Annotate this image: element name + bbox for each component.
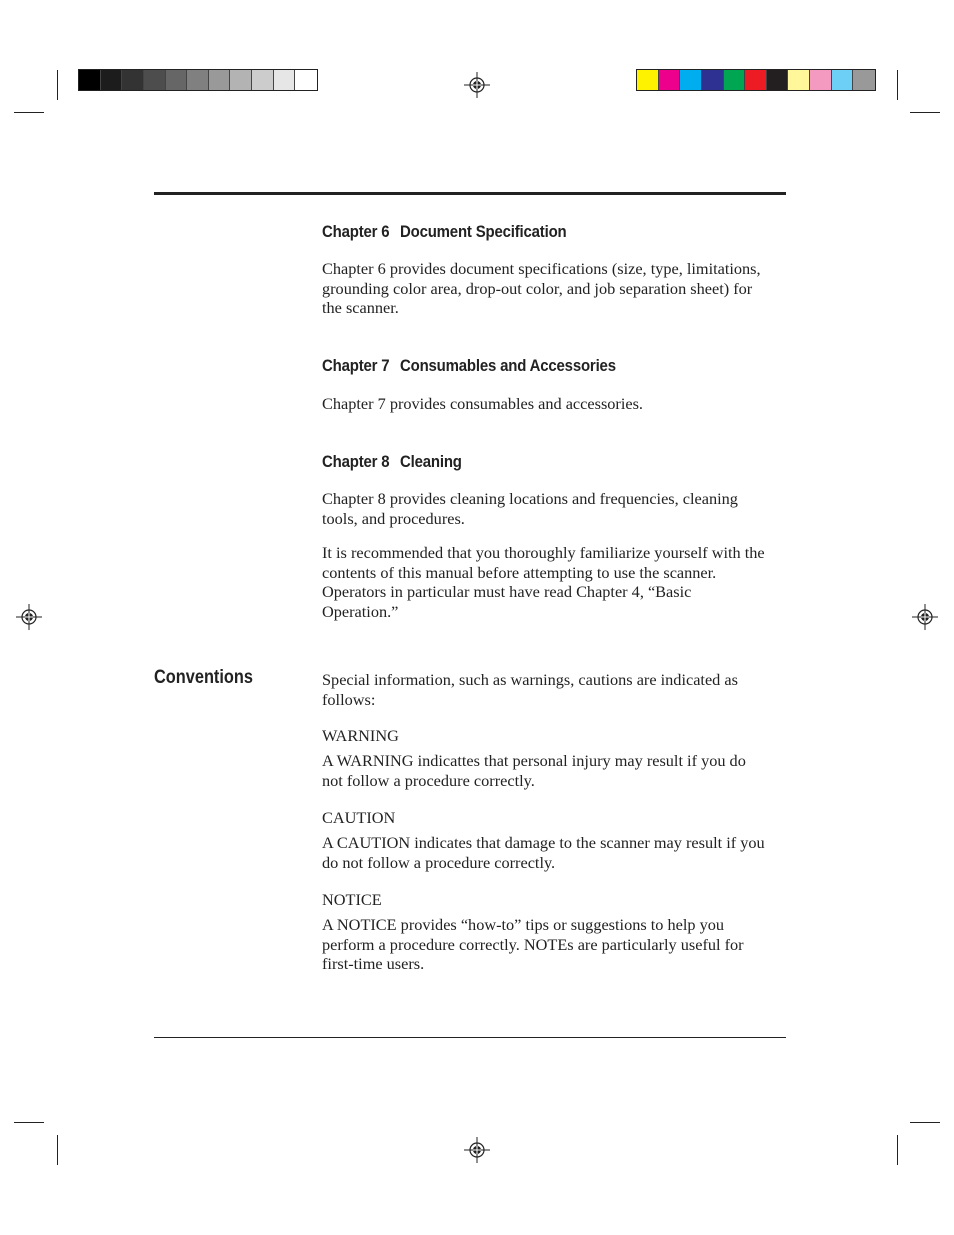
color-swatch <box>230 70 252 90</box>
color-swatch <box>853 70 875 90</box>
color-swatch <box>637 70 659 90</box>
conventions-intro: Special information, such as warnings, cautions are indicated as follows: <box>322 670 738 709</box>
color-swatch <box>810 70 832 90</box>
chapter-6-heading <box>322 222 567 242</box>
recommendation-paragraph: It is recommended that you thoroughly familiarize yourself with the contents of this manual before attempting to use the scanner. Operators in particular must have read Chapter 4, “Basic Operation.” <box>322 543 765 621</box>
crop-mark <box>910 112 940 113</box>
color-swatch <box>209 70 231 90</box>
crop-mark <box>57 1135 58 1165</box>
chapter-number: Chapter 7 <box>322 356 390 375</box>
cmyk-color-bar <box>636 69 876 91</box>
chapter-number: Chapter 6 <box>322 222 390 241</box>
color-swatch <box>788 70 810 90</box>
chapter-title: Cleaning <box>399 452 462 471</box>
color-swatch <box>187 70 209 90</box>
color-swatch <box>680 70 702 90</box>
grayscale-color-bar <box>78 69 318 91</box>
footer-rule <box>154 1037 786 1038</box>
crop-mark <box>14 112 44 113</box>
registration-mark-icon <box>464 72 490 98</box>
registration-mark-icon <box>912 604 938 630</box>
color-swatch <box>101 70 123 90</box>
color-swatch <box>252 70 274 90</box>
registration-mark-icon <box>464 1137 490 1163</box>
color-swatch <box>122 70 144 90</box>
crop-mark <box>14 1122 44 1123</box>
color-swatch <box>702 70 724 90</box>
color-swatch <box>144 70 166 90</box>
color-swatch <box>724 70 746 90</box>
notice-label: NOTICE <box>322 890 382 909</box>
chapter-6-description: Chapter 6 provides document specifications (size, type, limitations, grounding color area, drop-out color, and job separation sheet) for the scanner. <box>322 259 761 318</box>
crop-mark <box>910 1122 940 1123</box>
color-swatch <box>745 70 767 90</box>
warning-description: A WARNING indicattes that personal injury may result if you do not follow a procedure correctly. <box>322 751 746 790</box>
chapter-7-heading <box>322 356 616 376</box>
chapter-number: Chapter 8 <box>322 452 390 471</box>
crop-mark <box>57 70 58 100</box>
notice-description: A NOTICE provides “how-to” tips or suggestions to help you perform a procedure correctly. NOTEs are particularly useful for first-time users. <box>322 915 744 974</box>
caution-label: CAUTION <box>322 808 396 827</box>
chapter-title: Document Specification <box>399 222 567 241</box>
color-swatch <box>659 70 681 90</box>
color-swatch <box>166 70 188 90</box>
caution-description: A CAUTION indicates that damage to the scanner may result if you do not follow a procedure correctly. <box>322 833 765 872</box>
crop-mark <box>897 1135 898 1165</box>
color-swatch <box>79 70 101 90</box>
conventions-heading: Conventions <box>154 667 253 688</box>
chapter-8-heading <box>322 452 462 472</box>
crop-mark <box>897 70 898 100</box>
color-swatch <box>295 70 317 90</box>
color-swatch <box>274 70 296 90</box>
color-swatch <box>767 70 789 90</box>
chapter-8-description: Chapter 8 provides cleaning locations and frequencies, cleaning tools, and procedures. <box>322 489 738 528</box>
warning-label: WARNING <box>322 726 399 745</box>
color-swatch <box>832 70 854 90</box>
header-rule <box>154 192 786 195</box>
chapter-title: Consumables and Accessories <box>399 356 616 375</box>
chapter-7-description: Chapter 7 provides consumables and accessories. <box>322 394 644 413</box>
registration-mark-icon <box>16 604 42 630</box>
